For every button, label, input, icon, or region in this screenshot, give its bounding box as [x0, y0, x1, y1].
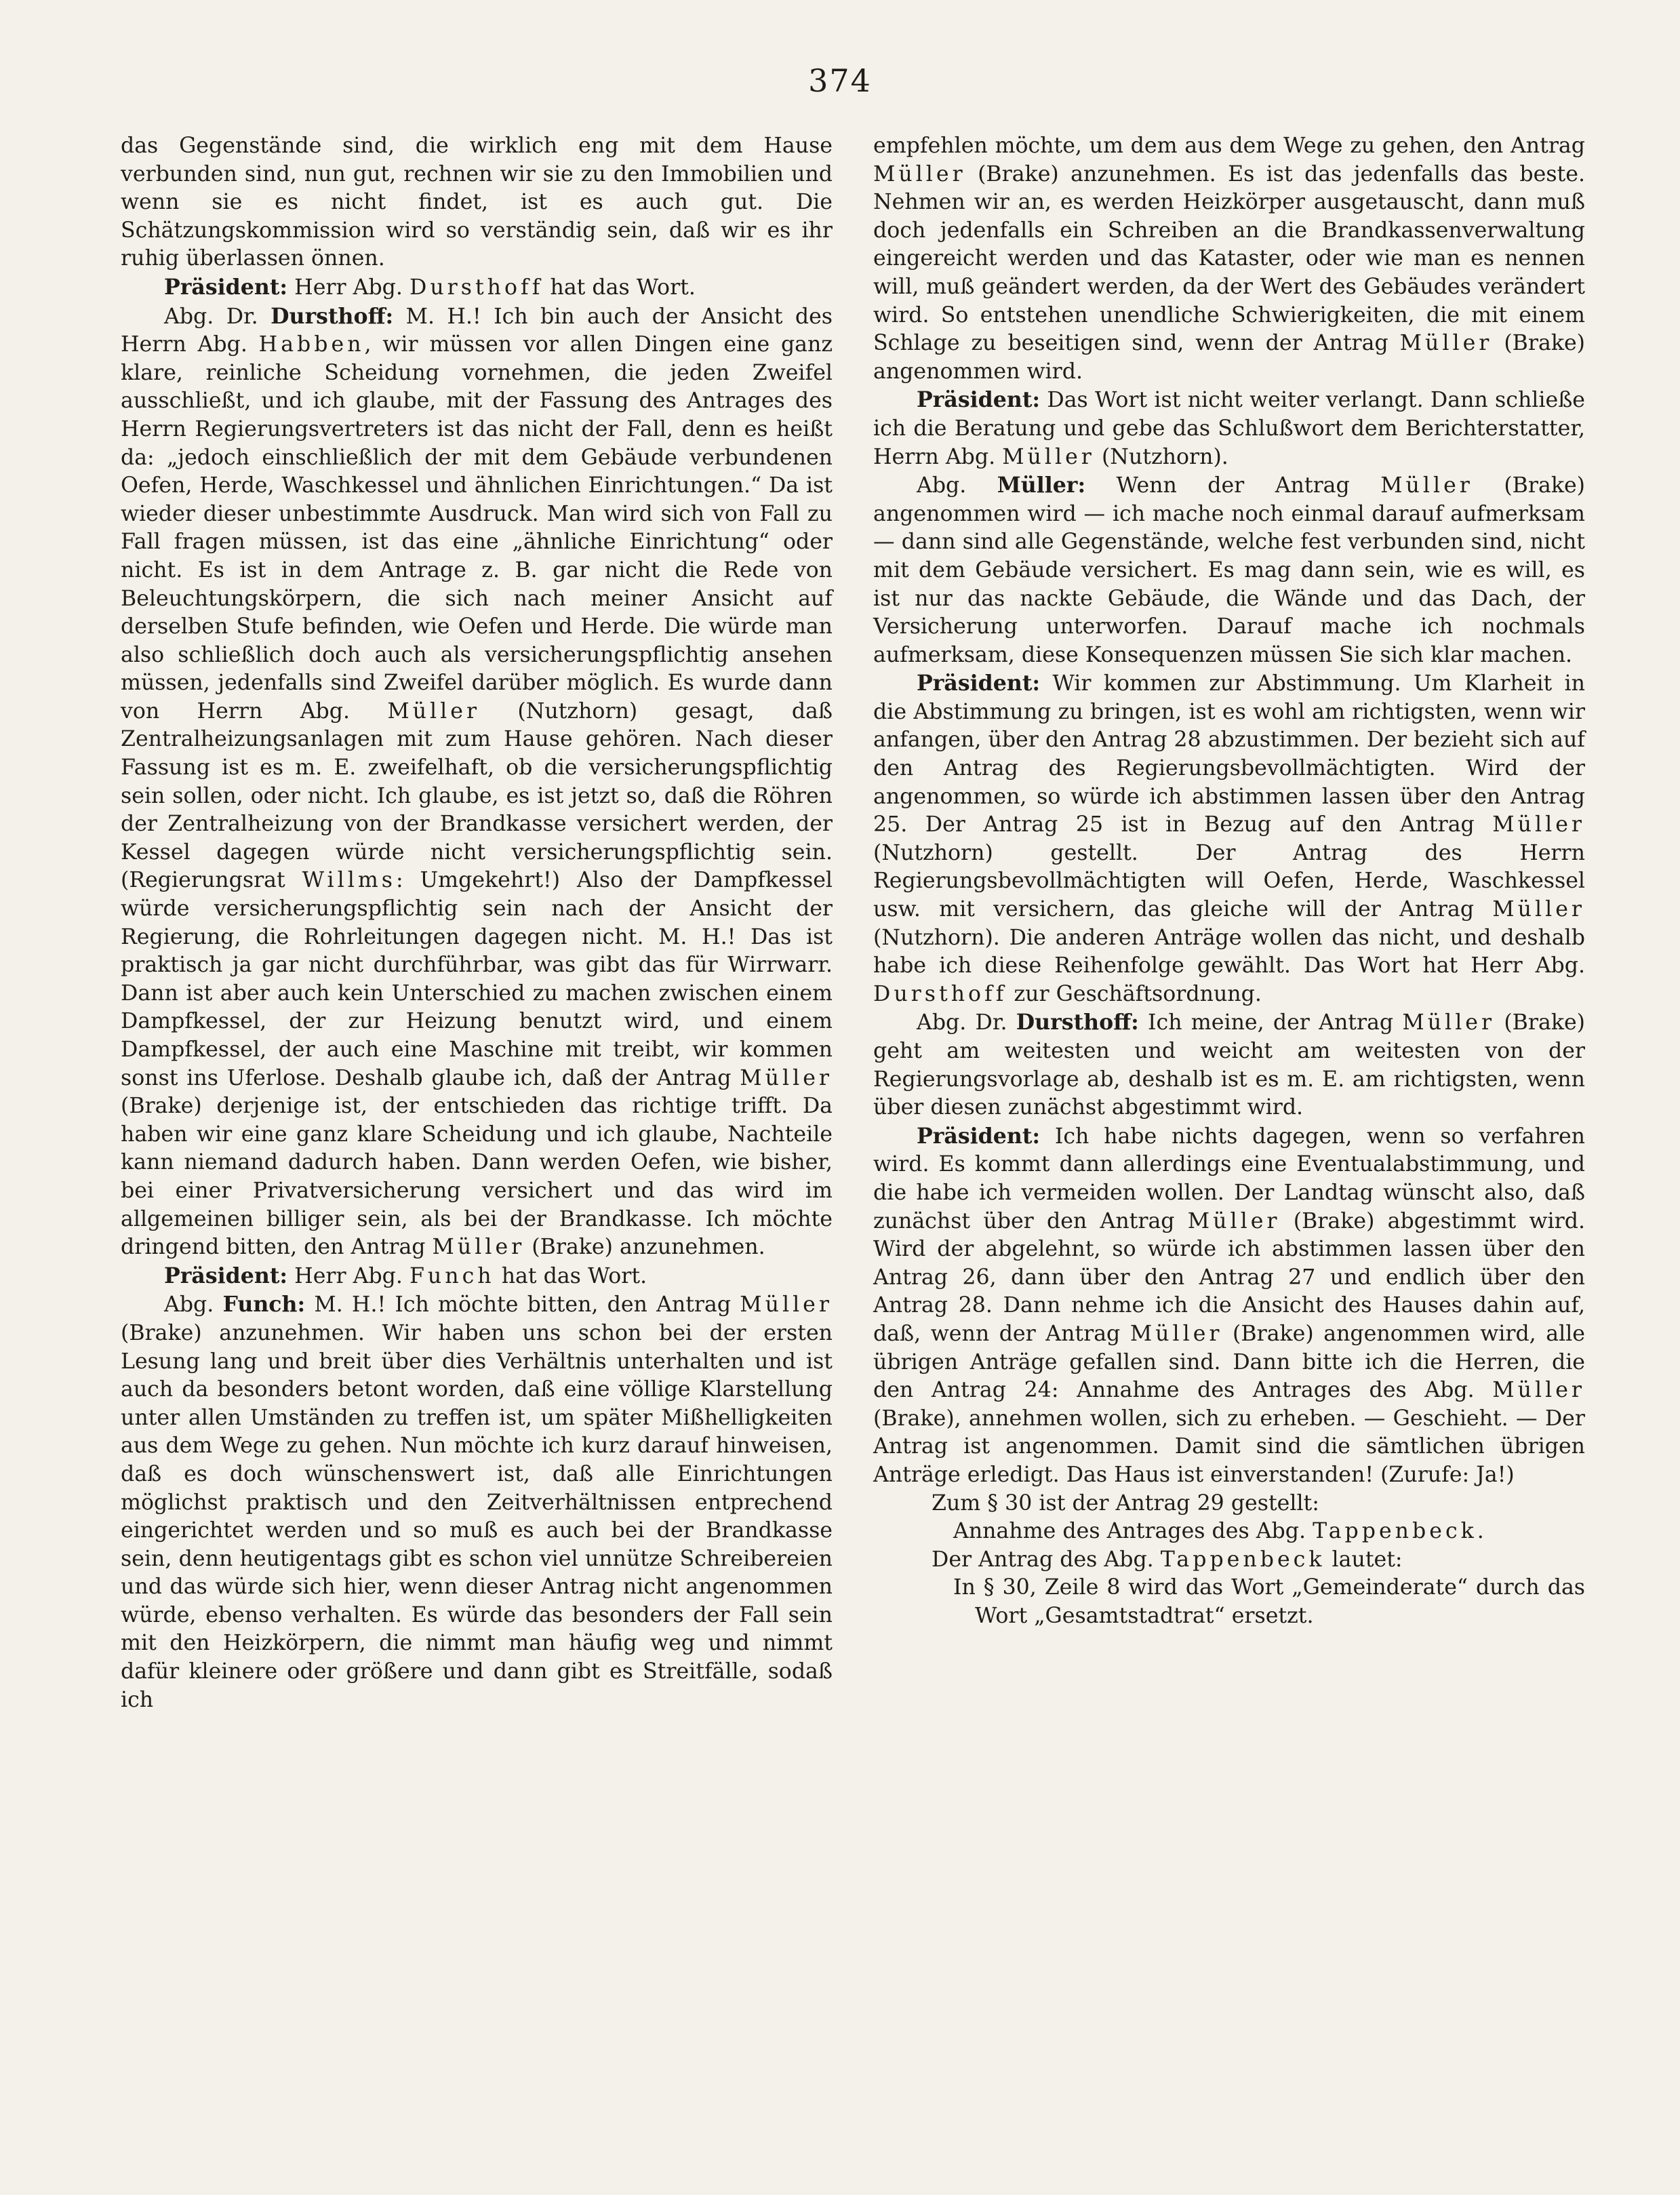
- right-column: [873, 132, 1585, 1630]
- right-paragraph-1: empfehlen möchte, um dem aus dem Wege zu gehen, den Antrag Müller (Brake) anzunehmen. Es ist das jedenfalls das beste. Nehmen wir an, es werden Heizkörper ausgetauscht, dann muß doch jedenfalls ein Schreiben an die Brandkassenverwaltung eingereicht werden und das Kataster, oder wie man es nennen will, muß geändert werden, da der Wert des Gebäudes verändert wird. So entstehen unendliche Schwierigkeiten, die mit einem Schlage zu beseitigen sind, wenn der Antrag Müller (Brake) angenommen wird.: [873, 134, 1585, 384]
- left-paragraph-2: Präsident: Herr Abg. Dursthoff hat das Wort.: [164, 274, 696, 300]
- right-paragraph-8: Annahme des Antrages des Abg. Tappenbeck.: [953, 1519, 1484, 1544]
- right-paragraph-6: Präsident: Ich habe nichts dagegen, wenn so verfahren wird. Es kommt dann allerdings eine Eventualabstimmung, und die habe ich vermeiden wollen. Der Landtag wünscht also, daß zunächst über den Antrag Müller (Brake) abgestimmt wird. Wird der abgelehnt, so würde ich abstimmen lassen über den Antrag 26, dann über den Antrag 27 und endlich über den Antrag 28. Dann nehme ich die Ansicht des Hauses dahin auf, daß, wenn der Antrag Müller (Brake) angenommen wird, alle übrigen Anträge gefallen sind. Dann bitte ich die Herren, die den Antrag 24: Annahme des Antrages des Abg. Müller (Brake), annehmen wollen, sich zu erheben. — Geschieht. — Der Antrag ist angenommen. Damit sind die sämtlichen übrigen Anträge erledigt. Das Haus ist einverstanden! (Zurufe: Ja!): [873, 1123, 1586, 1487]
- right-paragraph-9: Der Antrag des Abg. Tappenbeck lautet:: [932, 1547, 1403, 1572]
- left-paragraph-3: Abg. Dr. Dursthoff: M. H.! Ich bin auch der Ansicht des Herrn Abg. Habben, wir müssen vor allen Dingen eine ganz klare, reinliche Scheidung vornehmen, die jeden Zweifel ausschließt, und ich glaube, mit der Fassung des Antrages des Herrn Regierungsvertreters ist das nicht der Fall, denn es heißt da: „jedoch einschließlich der mit dem Gebäude verbundenen Oefen, Herde, Waschkessel und ähnlichen Einrichtungen.“ Da ist wieder dieser unbestimmte Ausdruck. Man wird sich von Fall zu Fall fragen müssen, ist das eine „ähnliche Einrichtung“ oder nicht. Es ist in dem Antrage z. B. gar nicht die Rede von Beleuchtungskörpern, die sich nach meiner Ansicht auf derselben Stufe befinden, wie Oefen und Herde. Die würde man also schließlich doch auch als versicherungspflichtig ansehen müssen, jedenfalls sind Zweifel darüber möglich. Es wurde dann von Herrn Abg. Müller (Nutzhorn) gesagt, daß Zentralheizungsanlagen mit zum Hause gehören. Nach dieser Fassung ist es m. E. zweifelhaft, ob die versicherungspflichtig sein sollen, oder nicht. Ich glaube, es ist jetzt so, daß die Röhren der Zentralheizung von der Brandkasse versichert werden, der Kessel dagegen würde nicht versicherungspflichtig sein. (Regierungsrat Willms: Umgekehrt!) Also der Dampfkessel würde versicherungspflichtig sein nach der Ansicht der Regierung, die Rohrleitungen dagegen nicht. M. H.! Das ist praktisch ja gar nicht durchführbar, was gibt das für Wirrwarr. Dann ist aber auch kein Unterschied zu machen zwischen einem Dampfkessel, der zur Heizung benutzt wird, und einem Dampfkessel, der auch eine Maschine mit treibt, wir kommen sonst ins Uferlose. Deshalb glaube ich, daß der Antrag Müller (Brake) derjenige ist, der entschieden das richtige trifft. Da haben wir eine ganz klare Scheidung und ich glaube, Nachteile kann niemand dadurch haben. Dann werden Oefen, wie bisher, bei einer Privatversicherung versichert und das wird im allgemeinen billiger sein, als bei der Brandkasse. Ich möchte dringend bitten, den Antrag Müller (Brake) anzunehmen.: [121, 303, 833, 1260]
- left-column: [121, 132, 833, 1714]
- right-paragraph-2: Präsident: Das Wort ist nicht weiter verlangt. Dann schließe ich die Beratung und gebe das Schlußwort dem Berichterstatter, Herrn Abg. Müller (Nutzhorn).: [873, 387, 1585, 469]
- left-paragraph-5: Abg. Funch: M. H.! Ich möchte bitten, den Antrag Müller (Brake) anzunehmen. Wir haben uns schon bei der ersten Lesung lang und breit über dies Verhältnis unterhalten und ist auch da besonders betont worden, daß eine völlige Klarstellung unter allen Umständen zu treffen ist, um später Mißhelligkeiten aus dem Wege zu gehen. Nun möchte ich kurz darauf hinweisen, daß es doch wünschenswert ist, daß alle Einrichtungen möglichst praktisch und den Zeitverhältnissen entprechend eingerichtet werden und so muß es auch bei der Brandkasse sein, denn heutigentags gibt es schon viel unnütze Schreibereien und das würde sich hier, wenn dieser Antrag nicht angenommen würde, ebenso verhalten. Es würde das besonders der Fall sein mit den Heizkörpern, die nimmt man häufig weg und nimmt dafür kleinere oder größere und dann gibt es Streitfälle, sodaß ich: [121, 1292, 833, 1712]
- right-paragraph-10: In § 30, Zeile 8 wird das Wort „Gemeinderate“ durch das Wort „Gesamtstadtrat“ ersetzt.: [953, 1575, 1585, 1628]
- right-paragraph-5: Abg. Dr. Dursthoff: Ich meine, der Antrag Müller (Brake) geht am weitesten und weicht am weitesten von der Regierungsvorlage ab, deshalb ist es m. E. am richtigsten, wenn über diesen zunächst abgestimmt wird.: [873, 1010, 1585, 1120]
- left-paragraph-4: Präsident: Herr Abg. Funch hat das Wort.: [164, 1263, 647, 1288]
- right-paragraph-3: Abg. Müller: Wenn der Antrag Müller (Brake) angenommen wird — ich mache noch einmal darauf aufmerksam — dann sind alle Gegenstände, welche fest verbunden sind, nicht mit dem Gebäude versichert. Es mag dann sein, wie es will, es ist nur das nackte Gebäude, die Wände und das Dach, der Versicherung unterworfen. Darauf mache ich nochmals aufmerksam, diese Konsequenzen müssen Sie sich klar machen.: [873, 473, 1585, 667]
- right-paragraph-7: Zum § 30 ist der Antrag 29 gestellt:: [932, 1490, 1319, 1516]
- left-paragraph-1: das Gegenstände sind, die wirklich eng mit dem Hause verbunden sind, nun gut, rechnen wir sie zu den Immobilien und wenn sie es nicht findet, ist es auch gut. Die Schätzungskommission wird so verständig sein, daß wir es ihr ruhig überlassen önnen.: [121, 134, 833, 271]
- page-number: 374: [808, 62, 872, 99]
- right-paragraph-4: Präsident: Wir kommen zur Abstimmung. Um Klarheit in die Abstimmung zu bringen, ist es wohl am richtigsten, wenn wir anfangen, über den Antrag 28 abzustimmen. Der bezieht sich auf den Antrag des Regierungsbevollmächtigten. Wird der angenommen, so würde ich abstimmen lassen über den Antrag 25. Der Antrag 25 ist in Bezug auf den Antrag Müller (Nutzhorn) gestellt. Der Antrag des Herrn Regierungsbevollmächtigten will Oefen, Herde, Waschkessel usw. mit versichern, das gleiche will der Antrag Müller (Nutzhorn). Die anderen Anträge wollen das nicht, und deshalb habe ich diese Reihenfolge gewählt. Das Wort hat Herr Abg. Dursthoff zur Geschäftsordnung.: [873, 671, 1585, 1006]
